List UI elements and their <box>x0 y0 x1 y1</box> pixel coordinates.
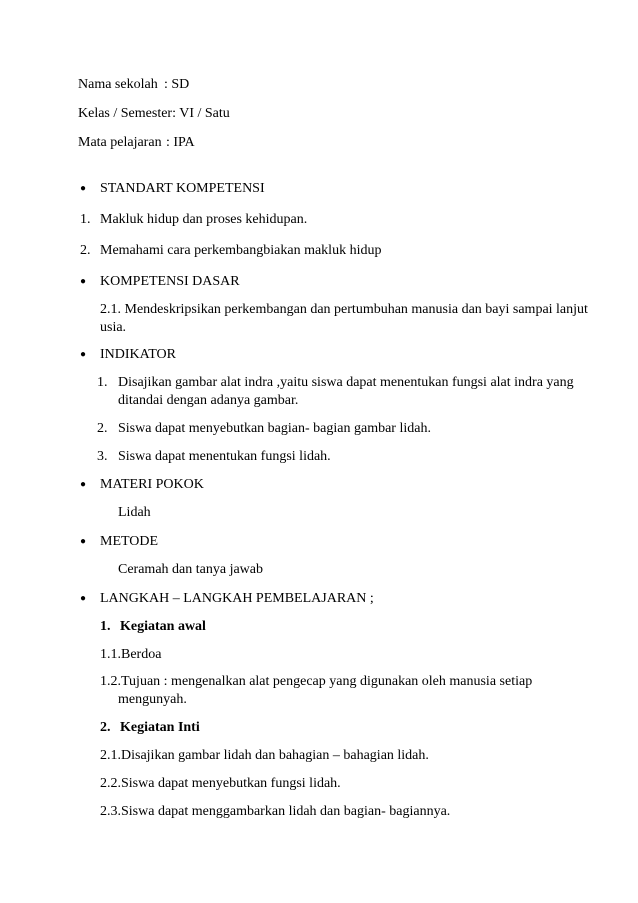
kegiatan-inti-item: 2.3.Siswa dapat menggambarkan lidah dan bagian- bagiannya. <box>100 804 451 819</box>
sk-item-text: Memahami cara perkembangbiakan makluk hidup <box>100 243 382 258</box>
indikator-item-number: 1. <box>97 375 108 390</box>
bullet-icon: ● <box>80 479 87 490</box>
materi-heading: MATERI POKOK <box>100 477 204 492</box>
indikator-item-number: 3. <box>97 449 108 464</box>
langkah-heading: LANGKAH – LANGKAH PEMBELAJARAN ; <box>100 591 374 606</box>
sk-item-number: 1. <box>80 212 91 227</box>
kegiatan-awal-item: 1.2.Tujuan : mengenalkan alat pengecap yang digunakan oleh manusia setiap <box>100 674 533 689</box>
class-semester: Kelas / Semester: VI / Satu <box>78 106 230 121</box>
kegiatan-awal-number: 1. <box>100 619 111 634</box>
indikator-heading: INDIKATOR <box>100 347 176 362</box>
indikator-item-text: Siswa dapat menyebutkan bagian- bagian gambar lidah. <box>118 421 431 436</box>
subject-value: : IPA <box>166 135 195 150</box>
sk-item-number: 2. <box>80 243 91 258</box>
materi-text: Lidah <box>118 505 151 520</box>
school-name-label: Nama sekolah <box>78 77 158 92</box>
kd-text-line: 2.1. Mendeskripsikan perkembangan dan pertumbuhan manusia dan bayi sampai lanjut <box>100 302 588 317</box>
metode-text: Ceramah dan tanya jawab <box>118 562 263 577</box>
metode-heading: METODE <box>100 534 159 549</box>
indikator-item-number: 2. <box>97 421 108 436</box>
school-name-value: : SD <box>164 77 190 92</box>
bullet-icon: ● <box>80 593 87 604</box>
kd-text-line: usia. <box>100 320 127 335</box>
kegiatan-inti-item: 2.1.Disajikan gambar lidah dan bahagian – bahagian lidah. <box>100 748 429 763</box>
kd-heading: KOMPETENSI DASAR <box>100 274 240 289</box>
kegiatan-awal-title: Kegiatan awal <box>120 619 206 634</box>
indikator-item-text: Disajikan gambar alat indra ,yaitu siswa dapat menentukan fungsi alat indra yang <box>118 375 574 390</box>
kegiatan-awal-item: mengunyah. <box>118 692 187 707</box>
sk-item-text: Makluk hidup dan proses kehidupan. <box>100 212 308 227</box>
bullet-icon: ● <box>80 183 87 194</box>
bullet-icon: ● <box>80 276 87 287</box>
kegiatan-inti-item: 2.2.Siswa dapat menyebutkan fungsi lidah. <box>100 776 341 791</box>
indikator-item-text: Siswa dapat menentukan fungsi lidah. <box>118 449 331 464</box>
subject-label: Mata pelajaran <box>78 135 162 150</box>
sk-heading: STANDART KOMPETENSI <box>100 181 265 196</box>
kegiatan-inti-number: 2. <box>100 720 111 735</box>
bullet-icon: ● <box>80 349 87 360</box>
kegiatan-inti-title: Kegiatan Inti <box>120 720 200 735</box>
indikator-item-text: ditandai dengan adanya gambar. <box>118 393 299 408</box>
bullet-icon: ● <box>80 536 87 547</box>
kegiatan-awal-item: 1.1.Berdoa <box>100 647 162 662</box>
